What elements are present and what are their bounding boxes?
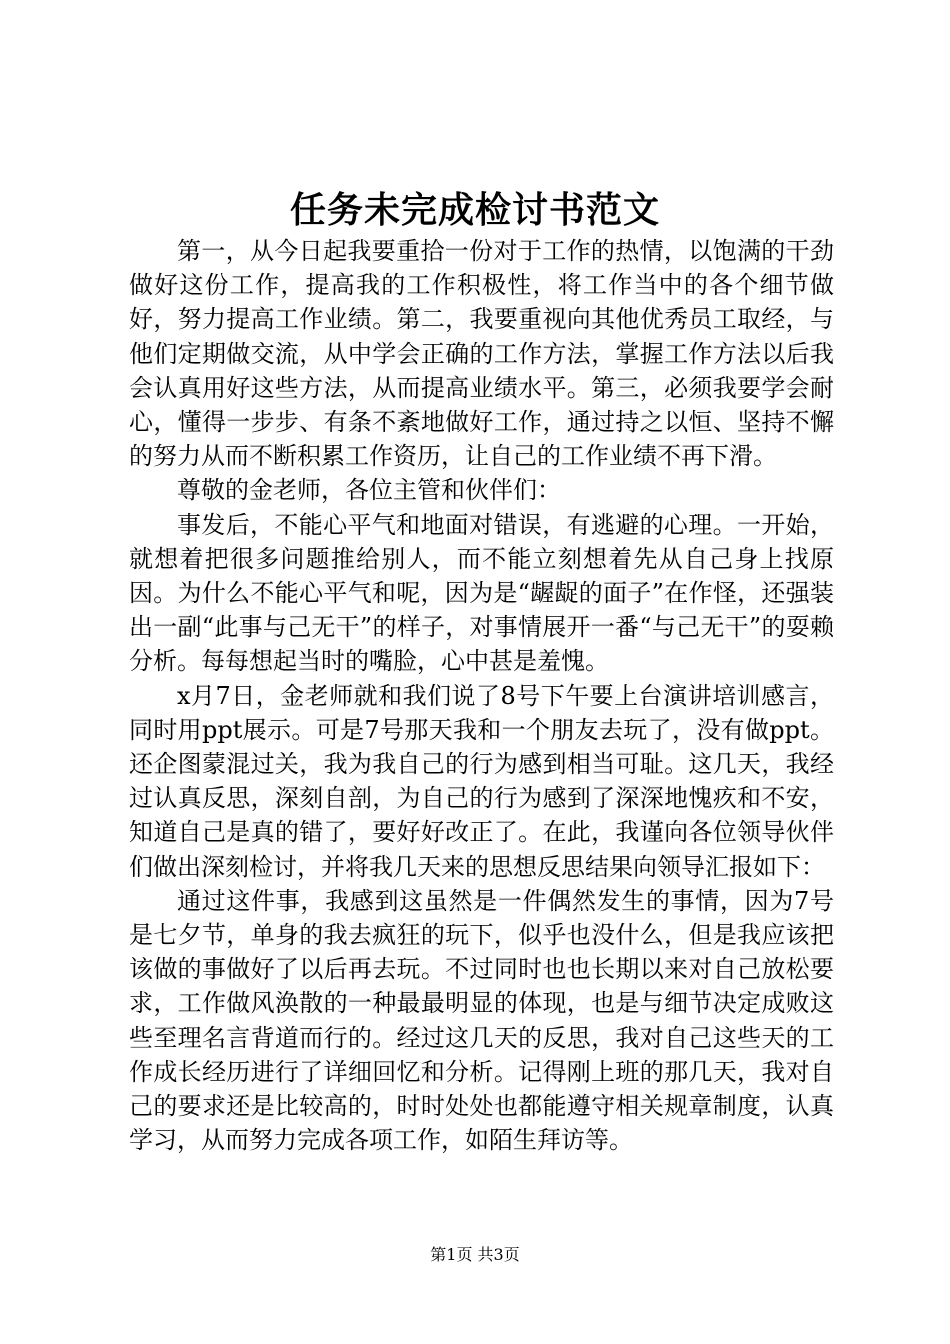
paragraph-5: 通过这件事，我感到这虽然是一件偶然发生的事情，因为7号是七夕节，单身的我去疯狂的玩下，似乎也没什么，但是我应该把该做的事做好了以后再去玩。不过同时也也长期以来对自己放松要求，工作做风涣散的一种最最明显的体现，也是与细节决定成败这些至理名言背道而行的。经过这几天的反思，我对自己这些天的工作成长经历进行了详细回忆和分析。记得刚上班的那几天，我对自己的要求还是比较高的，时时处处也都能遵守相关规章制度，认真学习，从而努力完成各项工作，如陌生拜访等。 [129, 886, 834, 1155]
paragraph-2: 尊敬的金老师，各位主管和伙伴们： [177, 476, 561, 505]
document-title: 任务未完成检讨书范文 [289, 189, 660, 231]
document-body [129, 234, 834, 1157]
paragraph-1: 第一，从今日起我要重拾一份对于工作的热情，以饱满的干劲做好这份工作，提高我的工作积极性，将工作当中的各个细节做好，努力提高工作业绩。第二，我要重视向其他优秀员工取经，与他们定期做交流，从中学会正确的工作方法，掌握工作方法以后我会认真用好这些方法，从而提高业绩水平。第三，必须我要学会耐心，懂得一步步、有条不紊地做好工作，通过持之以恒、坚持不懈的努力从而不断积累工作资历，让自己的工作业绩不再下滑。 [129, 237, 834, 471]
paragraph-4: x月7日，金老师就和我们说了8号下午要上台演讲培训感言，同时用ppt展示。可是7号那天我和一个朋友去玩了，没有做ppt。还企图蒙混过关，我为我自己的行为感到相当可耻。这几天，我经过认真反思，深刻自剖，为自己的行为感到了深深地愧疚和不安，知道自己是真的错了，要好好改正了。在此，我谨向各位领导伙伴们做出深刻检讨，并将我几天来的思想反思结果向领导汇报如下： [129, 681, 834, 881]
paragraph-3: 事发后，不能心平气和地面对错误，有逃避的心理。一开始，就想着把很多问题推给别人，而不能立刻想着先从自己身上找原因。为什么不能心平气和呢，因为是“龌龊的面子”在作怪，还强装出一副“此事与己无干”的样子，对事情展开一番“与己无干”的耍赖分析。每每想起当时的嘴脸，心中甚是羞愧。 [129, 510, 834, 676]
page-footer: 第1页 共3页 [430, 1245, 520, 1264]
